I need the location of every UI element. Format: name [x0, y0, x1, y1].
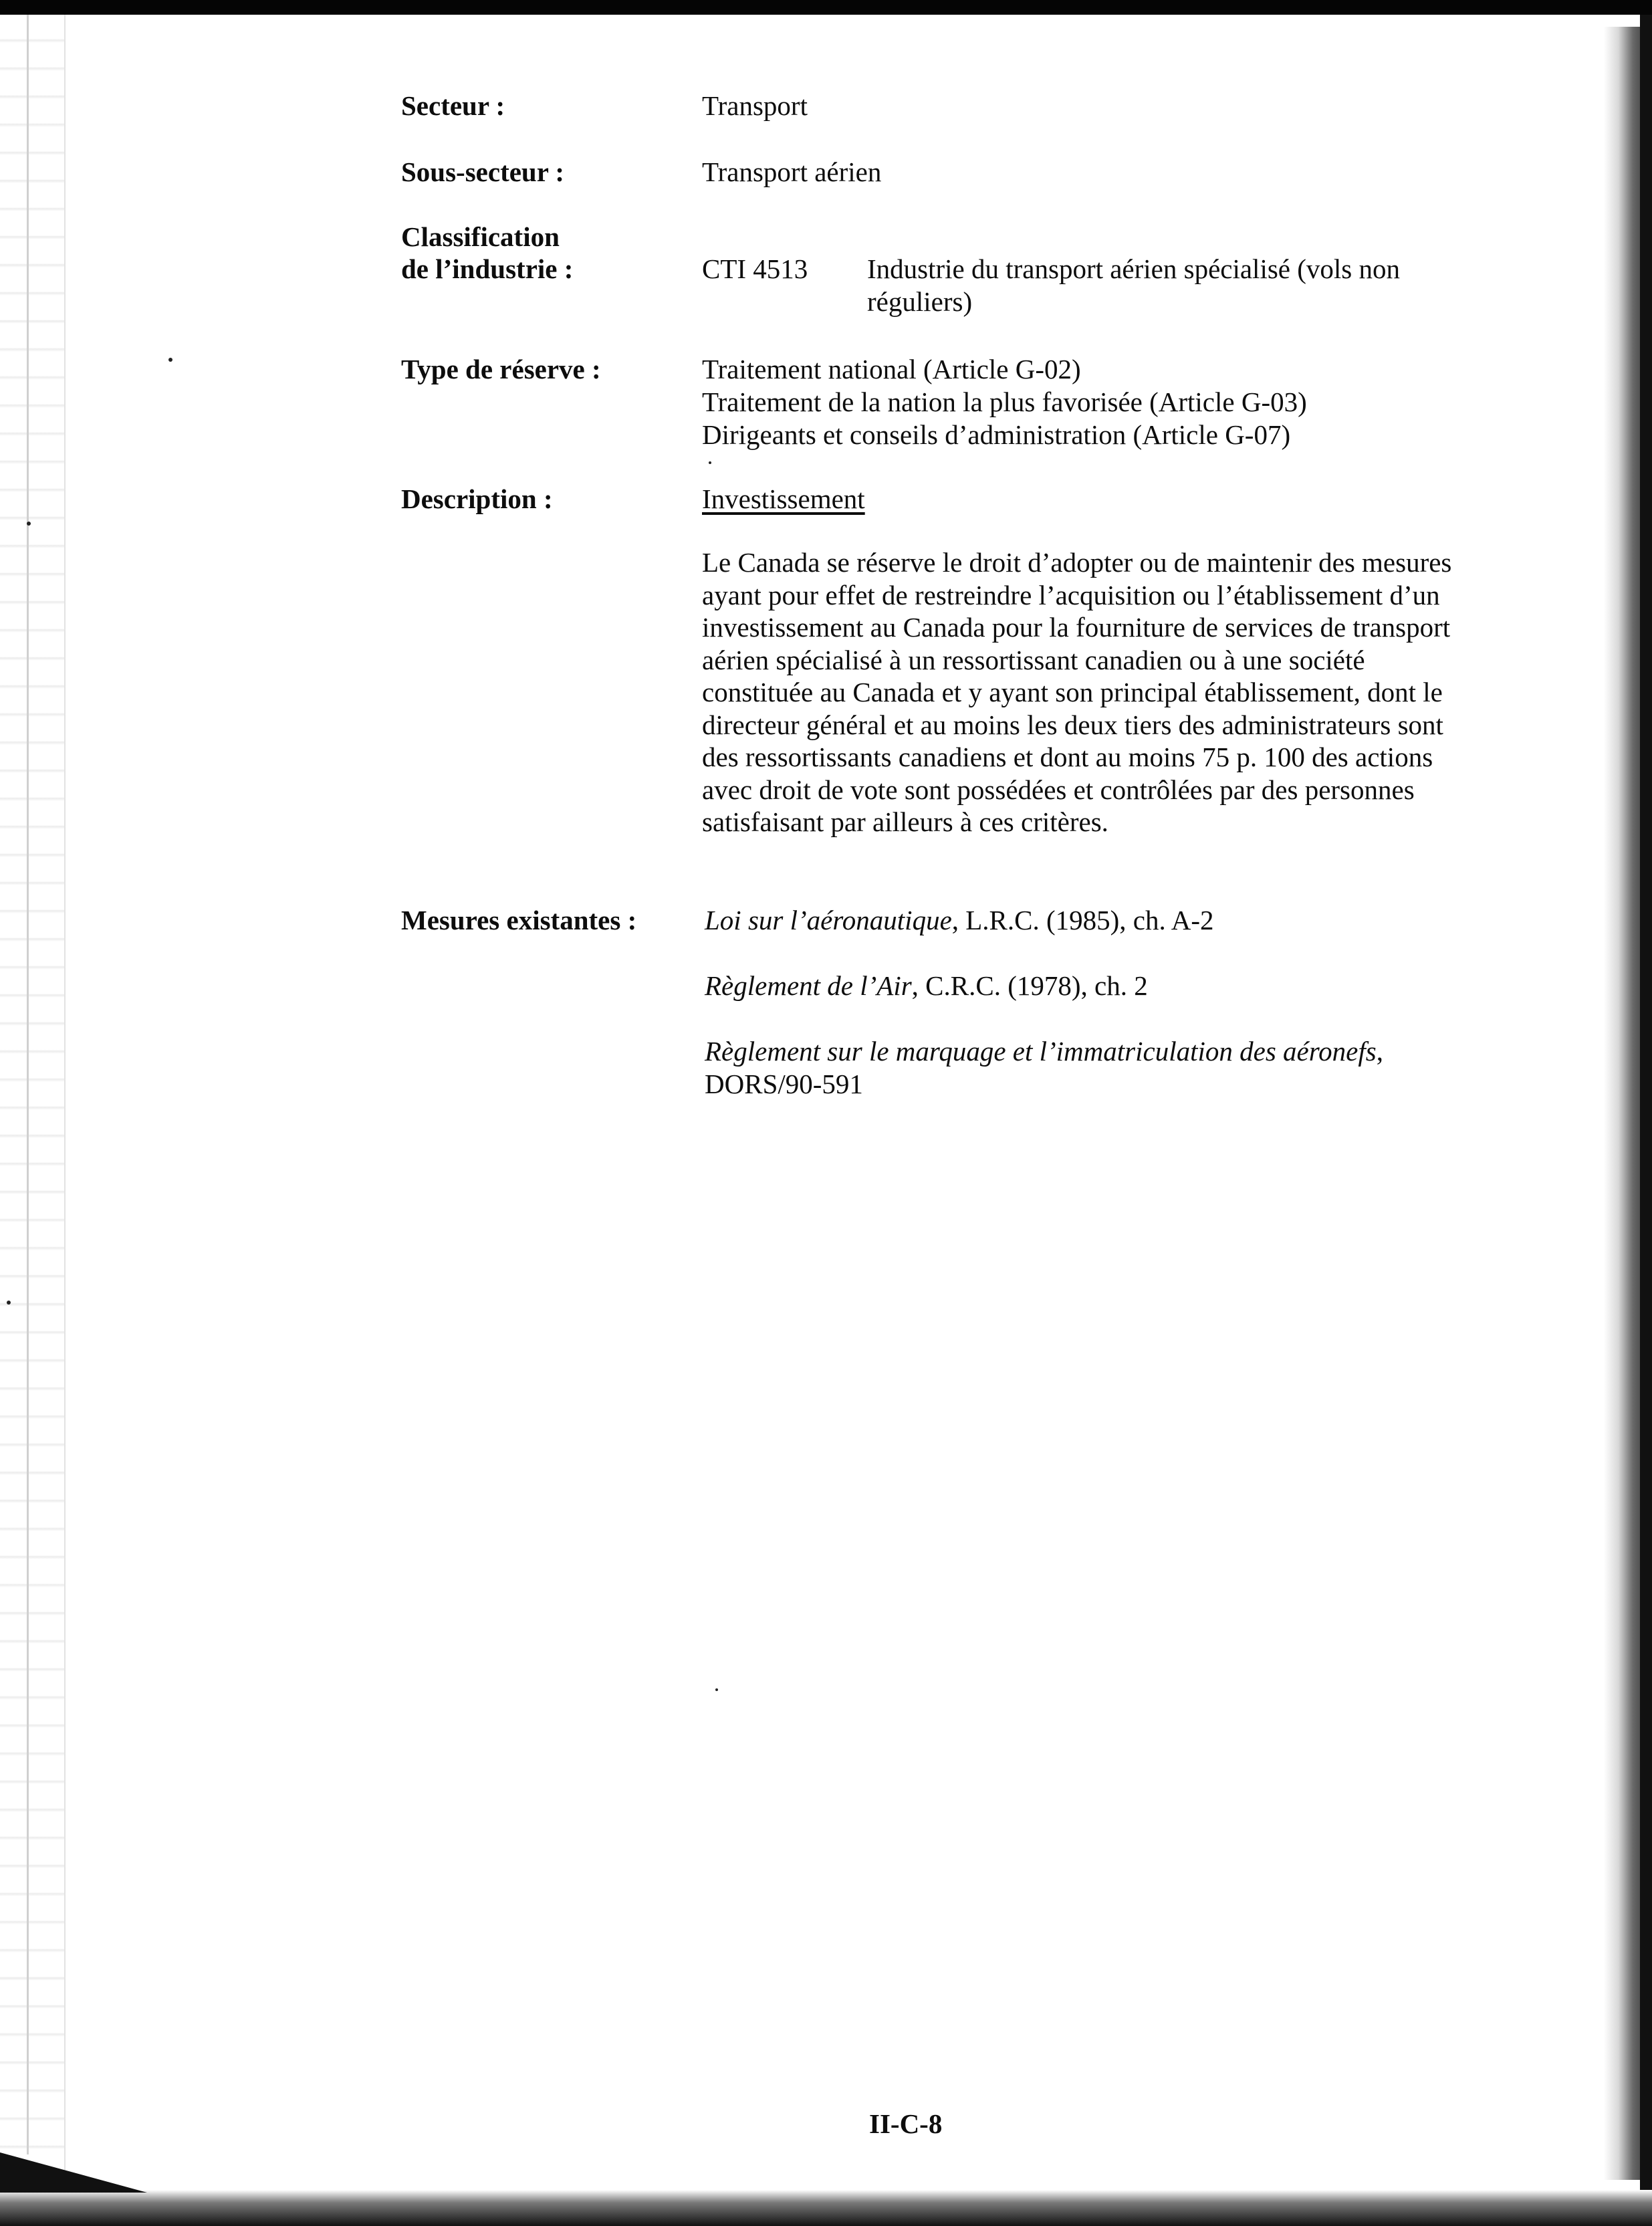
sous-secteur-value: Transport aérien: [702, 156, 882, 187]
measure-title: Loi sur l’aéronautique: [705, 905, 952, 935]
measure-title: Règlement sur le marquage et l’immatriculation des aéronefs: [705, 1036, 1377, 1067]
industry-description: Industrie du transport aérien spécialisé (vols non réguliers): [867, 253, 1400, 317]
existing-measure-item: [705, 970, 1460, 1002]
type-de-reserve-label: Type de réserve :: [401, 354, 601, 384]
industry-code: CTI 4513: [702, 253, 808, 284]
description-paragraph: Le Canada se réserve le droit d’adopter ou de maintenir des mesures ayant pour effet de restreindre l’acquisition ou l’établissement d’un investissement au Canada pour la fourniture de services de transport aérien spécialisé à un ressortissant canadien ou à une société constituée au Canada et y ayant son principal établissement, dont le directeur général et au moins les deux tiers des administrateurs sont des ressortissants canadiens et dont au moins 75 p. 100 des actions avec droit de vote sont possédées et contrôlées par des personnes satisfaisant par ailleurs à ces critères.: [702, 547, 1452, 837]
page-number: II-C-8: [869, 2108, 943, 2139]
existing-measure-item: [705, 904, 1460, 937]
classification-label-line1: Classification: [401, 221, 560, 252]
measure-reference: , L.R.C. (1985), ch. A-2: [951, 905, 1214, 935]
secteur-label: Secteur :: [401, 90, 505, 121]
reserve-type-item: Traitement de la nation la plus favorisée (Article G-03): [702, 386, 1307, 417]
reserve-type-item: Traitement national (Article G-02): [702, 354, 1081, 384]
mesures-existantes-label: Mesures existantes :: [401, 905, 637, 935]
measure-title: Règlement de l’Air: [705, 970, 912, 1001]
type-de-reserve-list: [702, 353, 1457, 451]
sous-secteur-label: Sous-secteur :: [401, 156, 565, 187]
classification-label-line2: de l’industrie :: [401, 253, 574, 284]
description-heading: Investissement: [702, 483, 865, 514]
secteur-value: Transport: [702, 90, 808, 121]
measure-reference: , C.R.C. (1978), ch. 2: [911, 970, 1148, 1001]
description-label: Description :: [401, 483, 553, 514]
existing-measure-item: [705, 1035, 1460, 1101]
measure-reference: , DORS/90-591: [705, 1036, 1383, 1099]
reserve-type-item: Dirigeants et conseils d’administration (Article G-07): [702, 419, 1291, 450]
